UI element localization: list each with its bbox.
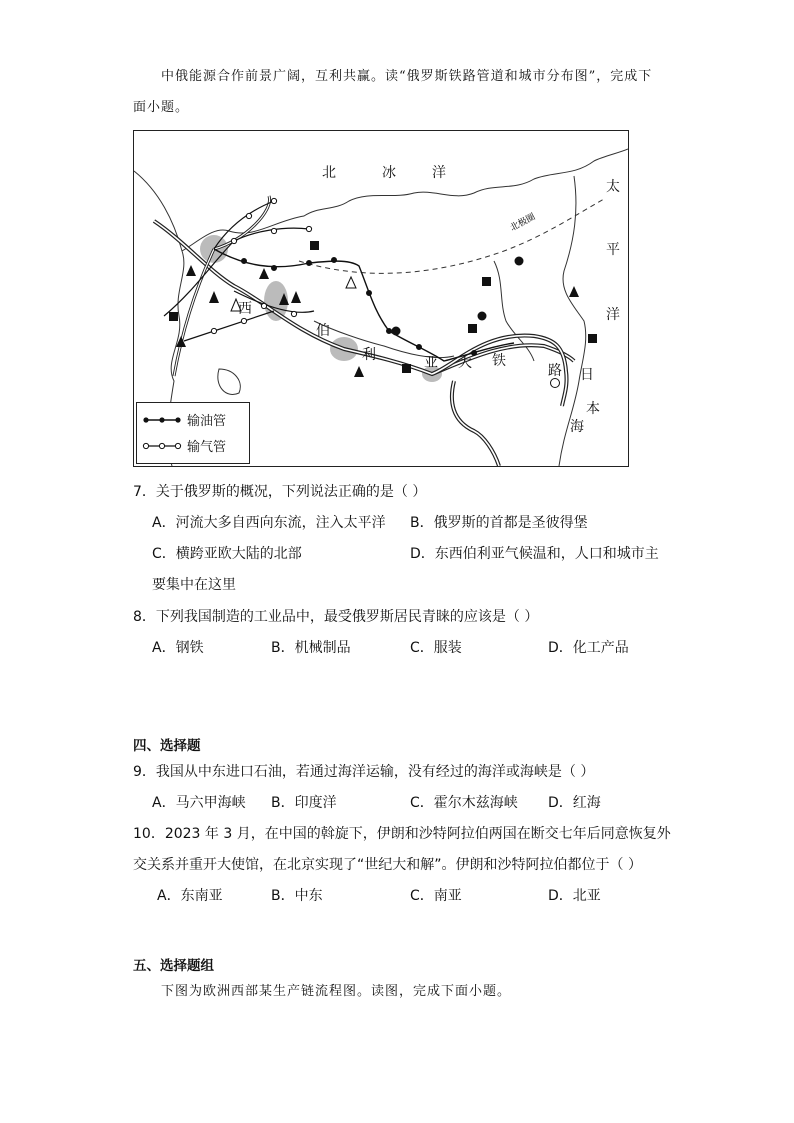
map-legend <box>136 402 250 464</box>
map-label-yang2: 洋 <box>606 307 620 323</box>
q10-line-2: 交关系并重开大使馆，在北京实现了“世纪大和解”。伊朗和沙特阿拉伯都位于（ ） <box>133 857 642 873</box>
q7-option-d-cont: 要集中在这里 <box>152 577 236 593</box>
q9-option-c: C．霍尔木兹海峡 <box>410 795 518 811</box>
q8-option-d: D．化工产品 <box>548 640 629 656</box>
q7-option-d: D．东西伯利亚气候温和，人口和城市主 <box>410 546 659 562</box>
q10-option-b: B．中东 <box>271 888 323 904</box>
map-label-arctic-circle: 北极圈 <box>508 212 538 234</box>
map-label-bei: 北 <box>322 165 336 181</box>
map-label-yang: 洋 <box>432 165 446 181</box>
map-label-ya: 亚 <box>424 355 438 371</box>
section-5-intro: 下图为欧洲西部某生产链流程图。读图，完成下面小题。 <box>161 984 512 999</box>
q8-option-b: B．机械制品 <box>271 640 351 656</box>
q9-option-d: D．红海 <box>548 795 601 811</box>
russia-railway-pipeline-map <box>133 130 629 467</box>
q7-option-a: A．河流大多自西向东流，注入太平洋 <box>152 515 386 531</box>
q8-option-c: C．服装 <box>410 640 462 656</box>
q8-stem: 8．下列我国制造的工业品中，最受俄罗斯居民青睐的应该是（ ） <box>133 609 539 625</box>
resource-symbols <box>169 241 597 388</box>
intro-line-2: 面小题。 <box>133 100 190 115</box>
map-label-tie: 铁 <box>492 353 506 369</box>
map-label-ri: 日 <box>580 367 594 383</box>
q10-option-a: A．东南亚 <box>157 888 223 904</box>
map-label-tai: 太 <box>606 179 620 195</box>
q9-stem: 9．我国从中东进口石油，若通过海洋运输，没有经过的海洋或海峡是（ ） <box>133 764 595 780</box>
map-label-hai: 海 <box>570 419 584 435</box>
q7-option-c: C．横跨亚欧大陆的北部 <box>152 546 302 562</box>
map-label-li: 利 <box>362 347 376 363</box>
legend-oil-pipeline: 输油管 <box>187 414 227 429</box>
legend-gas-pipeline: 输气管 <box>187 440 227 455</box>
q9-option-b: B．印度洋 <box>271 795 337 811</box>
map-label-bo: 伯 <box>316 323 330 339</box>
map-label-lu: 路 <box>548 363 562 379</box>
section-4-heading: 四、选择题 <box>133 738 201 754</box>
china-branch-railway <box>452 381 499 466</box>
q10-option-c: C．南亚 <box>410 888 462 904</box>
intro-line-1: 中俄能源合作前景广阔，互利共赢。读“俄罗斯铁路管道和城市分布图”，完成下 <box>161 69 653 84</box>
q10-line-1: 10．2023 年 3 月，在中国的斡旋下，伊朗和沙特阿拉伯两国在断交七年后同意恢复外 <box>133 826 671 842</box>
caspian-sea <box>218 369 240 394</box>
q10-option-d: D．北亚 <box>548 888 601 904</box>
map-label-ping: 平 <box>606 242 620 258</box>
map-label-da: 大 <box>458 355 472 371</box>
map-label-xi: 西 <box>238 301 252 317</box>
q8-option-a: A．钢铁 <box>152 640 204 656</box>
section-5-heading: 五、选择题组 <box>133 958 214 974</box>
q9-option-a: A．马六甲海峡 <box>152 795 246 811</box>
q7-option-b: B．俄罗斯的首都是圣彼得堡 <box>410 515 588 531</box>
map-label-bing: 冰 <box>382 165 396 181</box>
q7-stem: 7．关于俄罗斯的概况，下列说法正确的是（ ） <box>133 484 427 500</box>
map-label-ben: 本 <box>586 401 600 417</box>
oil-pipeline <box>214 249 514 361</box>
